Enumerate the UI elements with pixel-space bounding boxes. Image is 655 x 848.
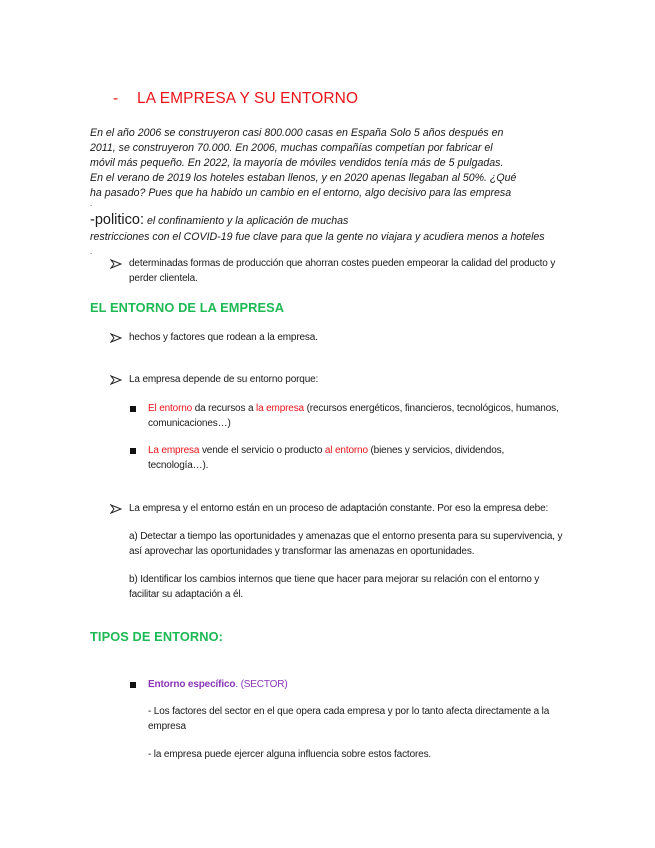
politico-text-line2: restricciones con el COVID-19 fue clave para que la gente no viajara y acudiera menos a hoteles [90, 231, 545, 243]
paragraph-line: - Los factores del sector en el que opera cada empresa y por lo tanto afecta directamente a la [148, 706, 550, 717]
especifico-paragraph-2: - la empresa puede ejercer alguna influencia sobre estos factores. [148, 749, 432, 760]
sub-text: vende el servicio o producto [199, 445, 325, 456]
intro-line: ha pasado? Pues que ha habido un cambio en el entorno, algo decisivo para las empresa [90, 187, 512, 200]
entorno-especifico-label [148, 677, 288, 692]
bullet-adaptacion: La empresa y el entorno están en un proceso de adaptación constante. Por eso la empresa debe: [129, 503, 549, 514]
square-bullet-icon [130, 406, 136, 412]
square-bullet-icon [130, 682, 136, 688]
production-line: determinadas formas de producción que ahorran costes pueden empeorar la calidad del producto y [129, 258, 556, 269]
intro-line: En el año 2006 se construyeron casi 800.000 casas en España Solo 5 años después en [90, 127, 504, 139]
page-title [113, 90, 358, 108]
sub-text: (bienes y servicios, dividendos, [367, 445, 505, 456]
arrow-bullet-icon [110, 375, 122, 385]
especifico-title: Entorno específico [148, 679, 236, 690]
intro-line: En el verano de 2019 los hoteles estaban llenos, y en 2020 apenas llegaban al 50%. ¿Qué [90, 172, 517, 185]
square-bullet-icon [130, 448, 136, 454]
sub-bullet-recursos [148, 401, 578, 431]
arrow-bullet-icon [110, 333, 122, 343]
red-text-entorno: El entorno [148, 403, 193, 414]
sub-bullet-vende [148, 443, 578, 473]
title-text: LA EMPRESA Y SU ENTORNO [137, 90, 359, 107]
stray-dot: . [90, 199, 93, 208]
politico-label: -politico: [90, 212, 144, 228]
sub-text-line2: comunicaciones…) [148, 418, 231, 429]
red-text-empresa: La empresa [148, 445, 200, 456]
sub-text: da recursos a [192, 403, 256, 414]
red-text-empresa: la empresa [256, 403, 304, 414]
red-text-entorno: al entorno [324, 445, 368, 456]
paragraph-line: así aprovechar las oportunidades y transformar las amenazas en oportunidades. [129, 546, 475, 557]
arrow-bullet-icon [110, 259, 122, 269]
paragraph-b [129, 572, 589, 602]
paragraph-line: b) Identificar los cambios internos que tiene que hacer para mejorar su relación con el entorno y [129, 574, 540, 585]
section-heading-tipos: TIPOS DE ENTORNO: [90, 629, 223, 644]
politico-text: el confinamiento y la aplicación de muchas [144, 215, 349, 227]
politico-paragraph [90, 211, 570, 243]
production-bullet-text [129, 256, 589, 286]
paragraph-line: empresa [148, 721, 186, 732]
sub-text: (recursos energéticos, financieros, tecnológicos, humanos, [303, 403, 559, 414]
paragraph-a [129, 529, 589, 559]
title-dash: - [113, 90, 119, 107]
sub-text-line2: tecnología…). [148, 460, 209, 471]
production-line: perder clientela. [129, 273, 198, 284]
stray-dot: . [90, 247, 93, 256]
bullet-depende: La empresa depende de su entorno porque: [129, 374, 319, 385]
especifico-paragraph-1 [148, 704, 578, 734]
intro-paragraph [90, 126, 540, 201]
especifico-sector: . (SECTOR) [235, 679, 288, 690]
paragraph-line: facilitar su adaptación a él. [129, 589, 244, 600]
intro-line: móvil más pequeño. En 2022, la mayoría de móviles vendidos tenía más de 5 pulgadas. [90, 157, 504, 170]
section-heading-entorno: EL ENTORNO DE LA EMPRESA [90, 300, 285, 315]
intro-line: 2011, se construyeron 70.000. En 2006, muchas compañías competían por fabricar el [90, 142, 493, 155]
bullet-hechos: hechos y factores que rodean a la empresa. [129, 332, 318, 343]
arrow-bullet-icon [110, 504, 122, 514]
paragraph-line: a) Detectar a tiempo las oportunidades y amenazas que el entorno presenta para su supervivencia, y [129, 531, 563, 542]
